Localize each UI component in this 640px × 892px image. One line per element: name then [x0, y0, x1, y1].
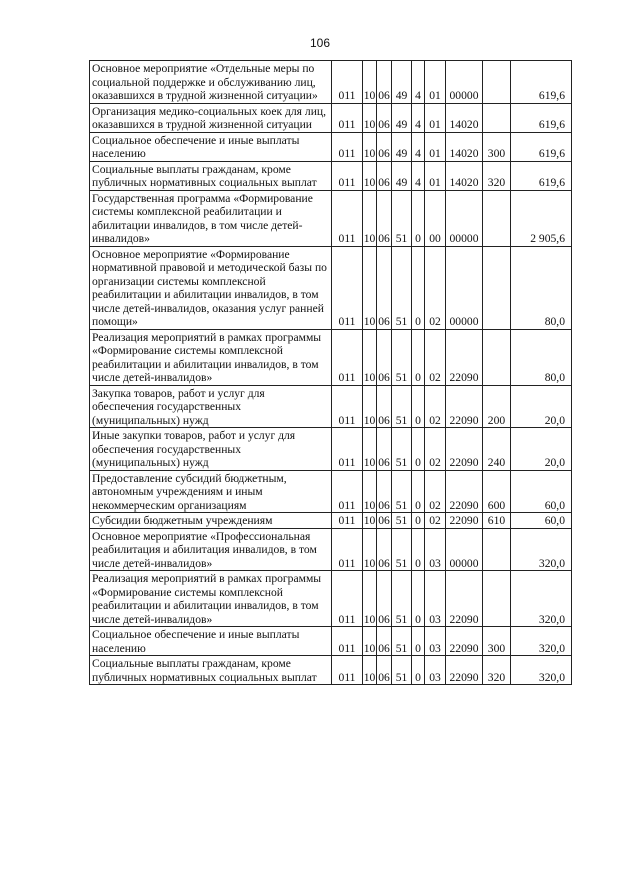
row-name-cell — [90, 470, 332, 513]
amount-cell: 60,0 — [511, 513, 572, 529]
row-name-cell — [90, 161, 332, 190]
subprogram-code-cell: 0 — [412, 385, 425, 428]
expense-type-code-cell: 200 — [483, 385, 511, 428]
ministry-code-cell: 011 — [332, 161, 363, 190]
table-row — [90, 656, 572, 685]
row-name-cell — [90, 132, 332, 161]
row-name: Организация медико-социальных коек для лиц, оказавшихся в трудной жизненной ситуации — [92, 104, 327, 131]
table-row — [90, 61, 572, 104]
table-row — [90, 528, 572, 571]
subprogram-code-cell: 4 — [412, 103, 425, 132]
expense-type-code-cell — [483, 61, 511, 104]
ministry-code-cell: 011 — [332, 470, 363, 513]
table-row — [90, 161, 572, 190]
direction-code-cell: 22090 — [446, 428, 483, 471]
expense-type-code-cell: 240 — [483, 428, 511, 471]
subsection-code-cell: 06 — [378, 514, 390, 527]
amount-cell: 20,0 — [511, 385, 572, 428]
subsection-code-cell: 06 — [377, 246, 392, 329]
direction-code-cell: 14020 — [446, 132, 483, 161]
program-code-cell: 51 — [392, 329, 412, 385]
amount-cell: 320,0 — [511, 627, 572, 656]
row-name-cell — [90, 61, 332, 104]
subsection-code-cell: 06 — [377, 627, 392, 656]
ministry-code-cell: 011 — [332, 132, 363, 161]
event-code-cell: 01 — [425, 61, 446, 104]
expense-type-code-cell — [483, 571, 511, 627]
section-code-cell: 10 — [363, 103, 377, 132]
row-name-cell — [90, 428, 332, 471]
subprogram-code-cell: 0 — [412, 571, 425, 627]
table-row — [90, 571, 572, 627]
section-code-cell: 10 — [363, 329, 377, 385]
program-code-cell: 51 — [392, 190, 412, 246]
section-code-cell: 10 — [363, 470, 377, 513]
amount-cell: 60,0 — [511, 470, 572, 513]
event-code-cell: 03 — [425, 571, 446, 627]
ministry-code-cell: 011 — [332, 428, 363, 471]
direction-code-cell: 22090 — [446, 656, 483, 685]
subprogram-code-cell: 4 — [412, 61, 425, 104]
row-name: Основное мероприятие «Профессиональная реабилитация и абилитация инвалидов, в том числе детей-инвалидов» — [92, 529, 317, 570]
table-row — [90, 246, 572, 329]
amount-cell: 619,6 — [511, 103, 572, 132]
ministry-code-cell: 011 — [332, 528, 363, 571]
section-code-cell: 10 — [363, 190, 377, 246]
subprogram-code-cell: 0 — [412, 329, 425, 385]
table-row — [90, 103, 572, 132]
table-row — [90, 329, 572, 385]
row-name: Иные закупки товаров, работ и услуг для обеспечения государственных (муниципальных) нужд — [92, 429, 296, 469]
subprogram-code-cell: 0 — [412, 190, 425, 246]
event-code-cell: 01 — [425, 132, 446, 161]
row-name-cell — [90, 329, 332, 385]
amount-cell: 320,0 — [511, 528, 572, 571]
section-code-cell: 10 — [363, 514, 376, 527]
amount-cell: 320,0 — [511, 656, 572, 685]
amount-cell: 80,0 — [511, 246, 572, 329]
section-code-cell: 10 — [363, 61, 377, 104]
table-row — [90, 627, 572, 656]
table-row — [90, 470, 572, 513]
row-name: Социальное обеспечение и иные выплаты населению — [92, 628, 300, 655]
event-code-cell: 03 — [425, 656, 446, 685]
row-name-cell — [90, 246, 332, 329]
subsection-code-cell: 06 — [377, 190, 392, 246]
ministry-code-cell: 011 — [332, 61, 363, 104]
direction-code-cell: 00000 — [446, 61, 483, 104]
subsection-code-cell: 06 — [377, 61, 392, 104]
event-code-cell: 00 — [425, 190, 446, 246]
direction-code-cell: 22090 — [446, 627, 483, 656]
amount-cell: 320,0 — [511, 571, 572, 627]
event-code-cell: 02 — [425, 329, 446, 385]
amount-cell: 20,0 — [511, 428, 572, 471]
subsection-code-cell: 06 — [377, 428, 392, 471]
row-name: Закупка товаров, работ и услуг для обеспечения государственных (муниципальных) нужд — [92, 386, 265, 427]
row-name-cell — [90, 385, 332, 428]
row-name: Предоставление субсидий бюджетным, автономным учреждениям и иным некоммерческим организациям — [92, 471, 287, 512]
expense-type-code-cell — [483, 528, 511, 571]
row-name: Реализация мероприятий в рамках программы «Формирование системы комплексной реабилитации и абилитации инвалидов, в том числе детей-инвалидов» — [92, 330, 322, 384]
program-code-cell: 51 — [392, 513, 412, 529]
section-code-cell: 10 — [363, 132, 377, 161]
direction-code-cell: 22090 — [446, 385, 483, 428]
row-name: Основное мероприятие «Формирование нормативной правовой и методической базы по организации системы комплексной реабилитации и абилитации инвалидов, в том числе детей-инвалидов, оказания услуг ранней помощи» — [92, 247, 327, 328]
row-name: Социальное обеспечение и иные выплаты населению — [92, 133, 300, 160]
ministry-code-cell: 011 — [332, 190, 363, 246]
event-code-cell: 03 — [425, 627, 446, 656]
amount-cell: 619,6 — [511, 61, 572, 104]
section-code-cell: 10 — [363, 627, 377, 656]
table-row — [90, 385, 572, 428]
row-name-cell — [90, 513, 332, 529]
program-code-cell: 49 — [392, 103, 412, 132]
subsection-code-cell: 06 — [377, 161, 392, 190]
expense-type-code-cell — [483, 246, 511, 329]
expense-type-code-cell: 320 — [483, 161, 511, 190]
section-code-cell: 10 — [363, 428, 377, 471]
event-code-cell: 02 — [425, 385, 446, 428]
row-name: Реализация мероприятий в рамках программы «Формирование системы комплексной реабилитации и абилитации инвалидов, в том числе детей-инвалидов» — [92, 572, 322, 626]
event-code-cell: 01 — [425, 103, 446, 132]
table-row — [90, 513, 572, 529]
event-code-cell: 03 — [425, 528, 446, 571]
subprogram-code-cell: 0 — [412, 656, 425, 685]
expense-type-code-cell — [483, 103, 511, 132]
amount-cell: 619,6 — [511, 161, 572, 190]
table-row — [90, 132, 572, 161]
direction-code-cell: 14020 — [446, 103, 483, 132]
subprogram-code-cell: 4 — [412, 161, 425, 190]
subsection-code-cell: 06 — [377, 329, 392, 385]
row-name-cell — [90, 103, 332, 132]
amount-cell: 80,0 — [511, 329, 572, 385]
expense-type-code-cell — [483, 190, 511, 246]
direction-code-cell: 22090 — [446, 329, 483, 385]
ministry-code-cell: 011 — [332, 627, 363, 656]
budget-table — [89, 60, 572, 685]
amount-cell: 2 905,6 — [511, 190, 572, 246]
direction-code-cell: 22090 — [446, 571, 483, 627]
program-code-cell: 49 — [392, 61, 412, 104]
program-code-cell: 51 — [392, 528, 412, 571]
event-code-cell: 01 — [425, 161, 446, 190]
amount-cell: 619,6 — [511, 132, 572, 161]
row-name: Государственная программа «Формирование системы комплексной реабилитации и абилитации инвалидов, в том числе детей-инвалидов» — [92, 191, 313, 245]
direction-code-cell: 14020 — [446, 161, 483, 190]
expense-type-code-cell: 610 — [483, 513, 511, 529]
table-row — [90, 428, 572, 471]
subprogram-code-cell: 0 — [412, 528, 425, 571]
expense-type-code-cell: 300 — [483, 132, 511, 161]
program-code-cell: 49 — [392, 132, 412, 161]
subprogram-code-cell: 4 — [412, 132, 425, 161]
ministry-code-cell: 011 — [332, 329, 363, 385]
row-name: Социальные выплаты гражданам, кроме публичных нормативных социальных выплат — [92, 162, 317, 189]
subsection-code-cell: 06 — [377, 571, 392, 627]
subsection-code-cell: 06 — [377, 470, 392, 513]
direction-code-cell: 22090 — [446, 470, 483, 513]
subsection-code-cell: 06 — [377, 385, 392, 428]
program-code-cell: 51 — [392, 246, 412, 329]
section-code-cell: 10 — [363, 528, 377, 571]
subprogram-code-cell: 0 — [412, 246, 425, 329]
program-code-cell: 51 — [392, 428, 412, 471]
expense-type-code-cell: 320 — [483, 656, 511, 685]
row-name: Субсидии бюджетным учреждениям — [92, 514, 273, 527]
row-name-cell — [90, 656, 332, 685]
direction-code-cell: 00000 — [446, 528, 483, 571]
event-code-cell: 02 — [425, 428, 446, 471]
program-code-cell: 49 — [392, 161, 412, 190]
section-code-cell: 10 — [363, 656, 377, 685]
program-code-cell: 51 — [392, 627, 412, 656]
section-code-cell: 10 — [363, 571, 377, 627]
page-number: 106 — [309, 36, 331, 50]
event-code-cell: 02 — [425, 470, 446, 513]
subprogram-code-cell: 0 — [412, 470, 425, 513]
subprogram-code-cell: 0 — [412, 428, 425, 471]
row-name-cell — [90, 571, 332, 627]
section-code-cell: 10 — [363, 246, 377, 329]
ministry-code-cell: 011 — [332, 246, 363, 329]
section-code-cell: 10 — [363, 385, 377, 428]
event-code-cell: 02 — [425, 513, 446, 529]
subsection-code-cell: 06 — [377, 103, 392, 132]
row-name-cell — [90, 190, 332, 246]
subsection-code-cell: 06 — [377, 132, 392, 161]
ministry-code-cell: 011 — [332, 571, 363, 627]
expense-type-code-cell: 300 — [483, 627, 511, 656]
subsection-code-cell: 06 — [377, 656, 392, 685]
program-code-cell: 51 — [392, 571, 412, 627]
program-code-cell: 51 — [392, 656, 412, 685]
program-code-cell: 51 — [392, 385, 412, 428]
ministry-code-cell: 011 — [332, 513, 363, 529]
expense-type-code-cell: 600 — [483, 470, 511, 513]
direction-code-cell: 00000 — [446, 190, 483, 246]
section-code-cell: 10 — [363, 161, 377, 190]
subsection-code-cell: 06 — [377, 528, 392, 571]
row-name-cell — [90, 528, 332, 571]
table-row — [90, 190, 572, 246]
row-name-cell — [90, 627, 332, 656]
ministry-code-cell: 011 — [332, 385, 363, 428]
ministry-code-cell: 011 — [332, 103, 363, 132]
direction-code-cell: 00000 — [446, 246, 483, 329]
event-code-cell: 02 — [425, 246, 446, 329]
ministry-code-cell: 011 — [332, 656, 363, 685]
row-name: Основное мероприятие «Отдельные меры по социальной поддержке и обслуживанию лиц, оказавшихся в трудной жизненной ситуации» — [92, 62, 318, 102]
subprogram-code-cell: 0 — [412, 513, 425, 529]
program-code-cell: 51 — [392, 470, 412, 513]
direction-code-cell: 22090 — [446, 513, 483, 529]
budget-table-body — [90, 61, 572, 685]
row-name: Социальные выплаты гражданам, кроме публичных нормативных социальных выплат — [92, 657, 317, 684]
subprogram-code-cell: 0 — [412, 627, 425, 656]
expense-type-code-cell — [483, 329, 511, 385]
